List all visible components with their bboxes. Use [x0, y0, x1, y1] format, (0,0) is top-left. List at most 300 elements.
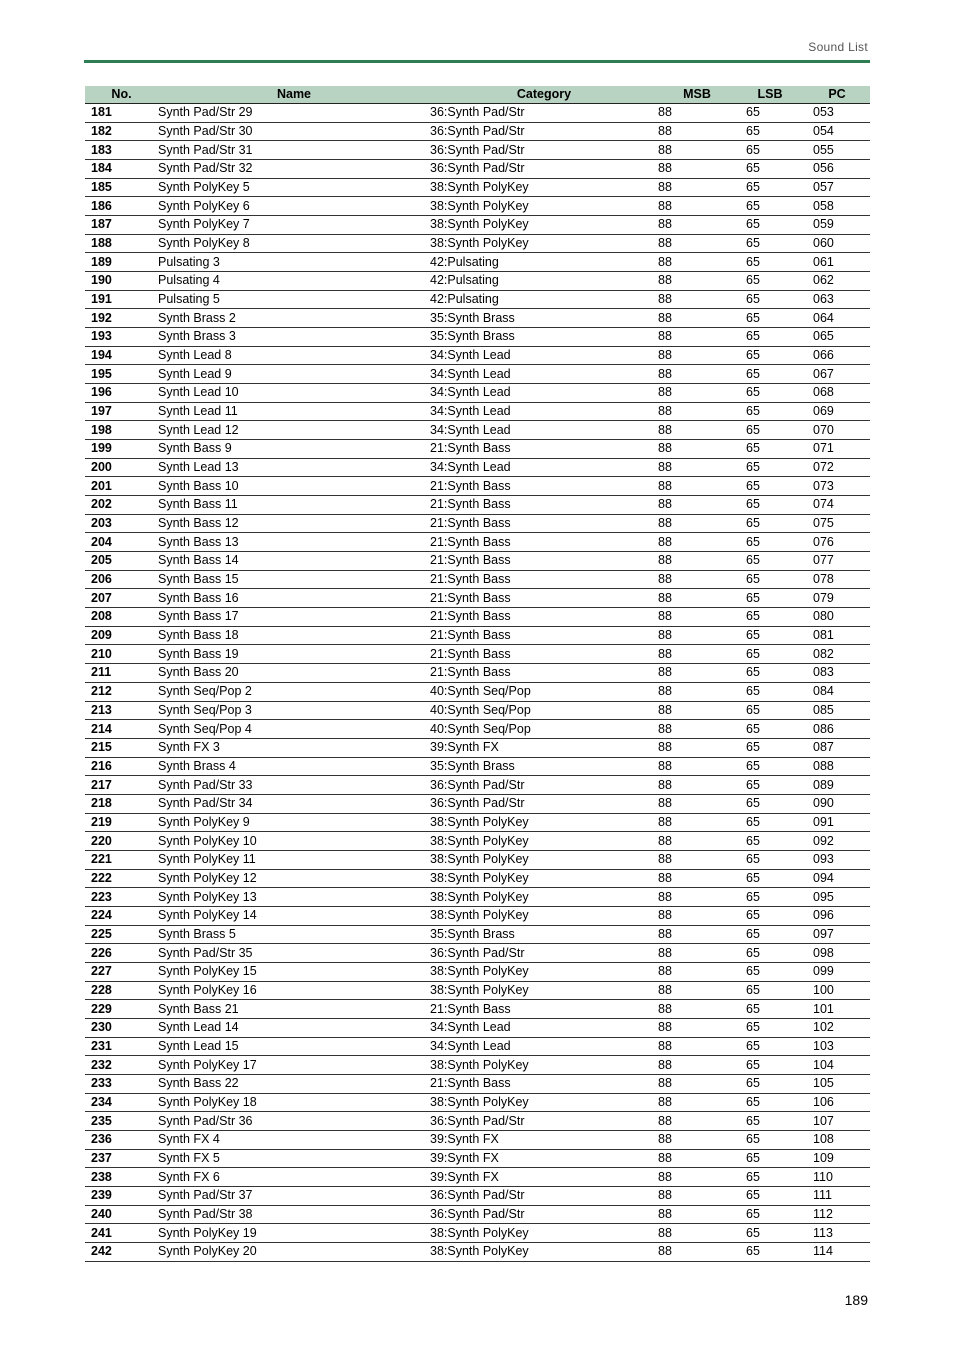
section-title: Sound List	[808, 40, 868, 54]
cell-category: 38:Synth PolyKey	[430, 1093, 658, 1112]
cell-msb: 88	[658, 141, 736, 160]
cell-name: Synth Brass 3	[158, 328, 430, 347]
cell-pc: 072	[804, 458, 870, 477]
cell-lsb: 65	[736, 645, 804, 664]
cell-name: Synth PolyKey 12	[158, 869, 430, 888]
cell-msb: 88	[658, 906, 736, 925]
cell-category: 21:Synth Bass	[430, 570, 658, 589]
cell-msb: 88	[658, 458, 736, 477]
cell-pc: 071	[804, 440, 870, 459]
cell-lsb: 65	[736, 757, 804, 776]
cell-category: 39:Synth FX	[430, 1149, 658, 1168]
cell-lsb: 65	[736, 1130, 804, 1149]
table-row	[85, 290, 870, 309]
cell-lsb: 65	[736, 365, 804, 384]
cell-msb: 88	[658, 197, 736, 216]
cell-msb: 88	[658, 1205, 736, 1224]
cell-lsb: 65	[736, 178, 804, 197]
cell-no: 186	[85, 197, 158, 216]
table-row	[85, 1168, 870, 1187]
cell-pc: 097	[804, 925, 870, 944]
cell-name: Synth Lead 14	[158, 1018, 430, 1037]
table-row	[85, 1056, 870, 1075]
cell-category: 35:Synth Brass	[430, 757, 658, 776]
table-row	[85, 496, 870, 515]
cell-lsb: 65	[736, 402, 804, 421]
cell-name: Synth Pad/Str 38	[158, 1205, 430, 1224]
cell-pc: 063	[804, 290, 870, 309]
cell-category: 38:Synth PolyKey	[430, 981, 658, 1000]
cell-no: 215	[85, 738, 158, 757]
cell-pc: 074	[804, 496, 870, 515]
cell-category: 21:Synth Bass	[430, 1074, 658, 1093]
cell-no: 208	[85, 608, 158, 627]
cell-category: 38:Synth PolyKey	[430, 813, 658, 832]
cell-name: Pulsating 5	[158, 290, 430, 309]
cell-msb: 88	[658, 346, 736, 365]
cell-no: 223	[85, 888, 158, 907]
table-row	[85, 1037, 870, 1056]
cell-name: Synth Pad/Str 32	[158, 160, 430, 179]
table-row	[85, 1018, 870, 1037]
cell-msb: 88	[658, 832, 736, 851]
cell-lsb: 65	[736, 328, 804, 347]
cell-lsb: 65	[736, 1037, 804, 1056]
table-row	[85, 869, 870, 888]
cell-category: 38:Synth PolyKey	[430, 850, 658, 869]
cell-lsb: 65	[736, 1000, 804, 1019]
cell-pc: 101	[804, 1000, 870, 1019]
cell-category: 34:Synth Lead	[430, 402, 658, 421]
cell-name: Synth Bass 12	[158, 514, 430, 533]
cell-msb: 88	[658, 160, 736, 179]
cell-category: 39:Synth FX	[430, 1168, 658, 1187]
cell-lsb: 65	[736, 477, 804, 496]
cell-name: Synth Pad/Str 34	[158, 794, 430, 813]
cell-category: 35:Synth Brass	[430, 925, 658, 944]
cell-no: 216	[85, 757, 158, 776]
cell-category: 34:Synth Lead	[430, 458, 658, 477]
cell-category: 34:Synth Lead	[430, 421, 658, 440]
cell-name: Synth Pad/Str 35	[158, 944, 430, 963]
cell-msb: 88	[658, 626, 736, 645]
cell-msb: 88	[658, 869, 736, 888]
cell-category: 35:Synth Brass	[430, 309, 658, 328]
cell-lsb: 65	[736, 1168, 804, 1187]
cell-lsb: 65	[736, 346, 804, 365]
cell-no: 206	[85, 570, 158, 589]
table-row	[85, 720, 870, 739]
cell-no: 212	[85, 682, 158, 701]
cell-lsb: 65	[736, 570, 804, 589]
cell-lsb: 65	[736, 850, 804, 869]
cell-category: 36:Synth Pad/Str	[430, 1186, 658, 1205]
cell-no: 236	[85, 1130, 158, 1149]
column-header-msb: MSB	[658, 86, 736, 104]
cell-msb: 88	[658, 104, 736, 123]
cell-no: 188	[85, 234, 158, 253]
table-row	[85, 832, 870, 851]
cell-msb: 88	[658, 234, 736, 253]
cell-pc: 113	[804, 1224, 870, 1243]
cell-name: Synth FX 5	[158, 1149, 430, 1168]
cell-category: 36:Synth Pad/Str	[430, 104, 658, 123]
cell-lsb: 65	[736, 608, 804, 627]
table-row	[85, 477, 870, 496]
column-header-category: Category	[430, 86, 658, 104]
cell-msb: 88	[658, 178, 736, 197]
cell-name: Synth Seq/Pop 3	[158, 701, 430, 720]
column-header-pc: PC	[804, 86, 870, 104]
cell-pc: 111	[804, 1186, 870, 1205]
cell-lsb: 65	[736, 1149, 804, 1168]
cell-lsb: 65	[736, 234, 804, 253]
table-row	[85, 981, 870, 1000]
cell-no: 240	[85, 1205, 158, 1224]
cell-category: 38:Synth PolyKey	[430, 888, 658, 907]
table-row	[85, 813, 870, 832]
cell-no: 189	[85, 253, 158, 272]
table-row	[85, 440, 870, 459]
cell-msb: 88	[658, 1224, 736, 1243]
cell-lsb: 65	[736, 664, 804, 683]
table-row	[85, 701, 870, 720]
cell-msb: 88	[658, 122, 736, 141]
cell-name: Synth PolyKey 7	[158, 216, 430, 235]
cell-pc: 092	[804, 832, 870, 851]
cell-category: 34:Synth Lead	[430, 384, 658, 403]
cell-pc: 056	[804, 160, 870, 179]
cell-pc: 099	[804, 962, 870, 981]
cell-no: 182	[85, 122, 158, 141]
cell-category: 39:Synth FX	[430, 1130, 658, 1149]
cell-lsb: 65	[736, 701, 804, 720]
cell-pc: 060	[804, 234, 870, 253]
cell-msb: 88	[658, 850, 736, 869]
table-row	[85, 272, 870, 291]
cell-lsb: 65	[736, 925, 804, 944]
cell-lsb: 65	[736, 1205, 804, 1224]
cell-lsb: 65	[736, 421, 804, 440]
cell-pc: 085	[804, 701, 870, 720]
cell-category: 21:Synth Bass	[430, 589, 658, 608]
table-row	[85, 570, 870, 589]
table-row	[85, 160, 870, 179]
cell-lsb: 65	[736, 888, 804, 907]
table-row	[85, 458, 870, 477]
cell-no: 233	[85, 1074, 158, 1093]
cell-no: 242	[85, 1242, 158, 1261]
cell-msb: 88	[658, 272, 736, 291]
cell-category: 36:Synth Pad/Str	[430, 794, 658, 813]
cell-msb: 88	[658, 216, 736, 235]
cell-msb: 88	[658, 925, 736, 944]
cell-no: 205	[85, 552, 158, 571]
cell-no: 207	[85, 589, 158, 608]
table-body	[85, 104, 870, 1262]
cell-msb: 88	[658, 421, 736, 440]
cell-pc: 081	[804, 626, 870, 645]
cell-name: Synth PolyKey 17	[158, 1056, 430, 1075]
cell-no: 226	[85, 944, 158, 963]
table-row	[85, 141, 870, 160]
cell-no: 227	[85, 962, 158, 981]
cell-category: 21:Synth Bass	[430, 645, 658, 664]
table-row	[85, 906, 870, 925]
cell-name: Synth PolyKey 18	[158, 1093, 430, 1112]
cell-category: 38:Synth PolyKey	[430, 1056, 658, 1075]
cell-pc: 084	[804, 682, 870, 701]
cell-msb: 88	[658, 253, 736, 272]
cell-name: Synth Bass 19	[158, 645, 430, 664]
table-row	[85, 1000, 870, 1019]
cell-no: 196	[85, 384, 158, 403]
page-number: 189	[844, 1292, 868, 1308]
cell-lsb: 65	[736, 1112, 804, 1131]
cell-msb: 88	[658, 981, 736, 1000]
cell-msb: 88	[658, 402, 736, 421]
cell-name: Synth Bass 22	[158, 1074, 430, 1093]
cell-name: Synth PolyKey 19	[158, 1224, 430, 1243]
cell-category: 38:Synth PolyKey	[430, 832, 658, 851]
cell-name: Synth Bass 18	[158, 626, 430, 645]
table-row	[85, 384, 870, 403]
cell-msb: 88	[658, 757, 736, 776]
cell-pc: 109	[804, 1149, 870, 1168]
cell-pc: 076	[804, 533, 870, 552]
cell-msb: 88	[658, 1093, 736, 1112]
cell-category: 38:Synth PolyKey	[430, 1224, 658, 1243]
cell-name: Synth PolyKey 10	[158, 832, 430, 851]
cell-no: 230	[85, 1018, 158, 1037]
cell-no: 209	[85, 626, 158, 645]
cell-no: 191	[85, 290, 158, 309]
table-row	[85, 776, 870, 795]
table-row	[85, 1205, 870, 1224]
table-row	[85, 1074, 870, 1093]
cell-category: 36:Synth Pad/Str	[430, 1112, 658, 1131]
cell-category: 21:Synth Bass	[430, 514, 658, 533]
cell-category: 42:Pulsating	[430, 253, 658, 272]
cell-name: Synth Seq/Pop 2	[158, 682, 430, 701]
cell-no: 238	[85, 1168, 158, 1187]
table-row	[85, 626, 870, 645]
cell-lsb: 65	[736, 1224, 804, 1243]
cell-lsb: 65	[736, 589, 804, 608]
cell-lsb: 65	[736, 290, 804, 309]
cell-lsb: 65	[736, 552, 804, 571]
cell-pc: 078	[804, 570, 870, 589]
cell-pc: 075	[804, 514, 870, 533]
cell-name: Synth Bass 11	[158, 496, 430, 515]
cell-name: Synth Bass 14	[158, 552, 430, 571]
cell-no: 210	[85, 645, 158, 664]
cell-category: 21:Synth Bass	[430, 533, 658, 552]
table-row	[85, 402, 870, 421]
cell-no: 217	[85, 776, 158, 795]
cell-name: Synth Bass 16	[158, 589, 430, 608]
cell-name: Synth Bass 20	[158, 664, 430, 683]
cell-msb: 88	[658, 1242, 736, 1261]
table-row	[85, 925, 870, 944]
table-row	[85, 1224, 870, 1243]
cell-msb: 88	[658, 1037, 736, 1056]
cell-name: Synth Bass 15	[158, 570, 430, 589]
cell-no: 228	[85, 981, 158, 1000]
cell-pc: 095	[804, 888, 870, 907]
cell-msb: 88	[658, 701, 736, 720]
cell-no: 194	[85, 346, 158, 365]
cell-msb: 88	[658, 608, 736, 627]
cell-pc: 094	[804, 869, 870, 888]
cell-lsb: 65	[736, 906, 804, 925]
cell-pc: 070	[804, 421, 870, 440]
cell-pc: 114	[804, 1242, 870, 1261]
cell-pc: 108	[804, 1130, 870, 1149]
cell-msb: 88	[658, 496, 736, 515]
cell-lsb: 65	[736, 440, 804, 459]
cell-category: 38:Synth PolyKey	[430, 197, 658, 216]
cell-msb: 88	[658, 664, 736, 683]
cell-name: Synth Bass 17	[158, 608, 430, 627]
cell-msb: 88	[658, 645, 736, 664]
cell-lsb: 65	[736, 1242, 804, 1261]
cell-name: Synth FX 3	[158, 738, 430, 757]
table-row	[85, 514, 870, 533]
cell-no: 184	[85, 160, 158, 179]
cell-pc: 080	[804, 608, 870, 627]
cell-msb: 88	[658, 477, 736, 496]
table-row	[85, 1112, 870, 1131]
cell-pc: 058	[804, 197, 870, 216]
cell-lsb: 65	[736, 776, 804, 795]
cell-lsb: 65	[736, 832, 804, 851]
cell-msb: 88	[658, 1018, 736, 1037]
cell-category: 34:Synth Lead	[430, 365, 658, 384]
cell-lsb: 65	[736, 160, 804, 179]
cell-no: 214	[85, 720, 158, 739]
cell-msb: 88	[658, 309, 736, 328]
cell-name: Synth Lead 13	[158, 458, 430, 477]
cell-pc: 090	[804, 794, 870, 813]
cell-name: Synth Seq/Pop 4	[158, 720, 430, 739]
cell-category: 21:Synth Bass	[430, 626, 658, 645]
cell-category: 39:Synth FX	[430, 738, 658, 757]
cell-msb: 88	[658, 1074, 736, 1093]
cell-msb: 88	[658, 328, 736, 347]
table-row	[85, 197, 870, 216]
cell-msb: 88	[658, 794, 736, 813]
cell-name: Synth Pad/Str 30	[158, 122, 430, 141]
cell-category: 21:Synth Bass	[430, 1000, 658, 1019]
cell-name: Synth FX 6	[158, 1168, 430, 1187]
cell-lsb: 65	[736, 272, 804, 291]
cell-lsb: 65	[736, 720, 804, 739]
cell-lsb: 65	[736, 1056, 804, 1075]
cell-pc: 087	[804, 738, 870, 757]
cell-name: Synth PolyKey 16	[158, 981, 430, 1000]
cell-pc: 089	[804, 776, 870, 795]
cell-lsb: 65	[736, 1074, 804, 1093]
cell-pc: 110	[804, 1168, 870, 1187]
cell-name: Synth PolyKey 5	[158, 178, 430, 197]
cell-pc: 067	[804, 365, 870, 384]
cell-lsb: 65	[736, 514, 804, 533]
cell-no: 235	[85, 1112, 158, 1131]
cell-name: Synth Bass 13	[158, 533, 430, 552]
cell-no: 181	[85, 104, 158, 123]
cell-no: 202	[85, 496, 158, 515]
cell-name: Synth PolyKey 8	[158, 234, 430, 253]
cell-pc: 061	[804, 253, 870, 272]
cell-msb: 88	[658, 570, 736, 589]
cell-pc: 096	[804, 906, 870, 925]
cell-name: Pulsating 4	[158, 272, 430, 291]
cell-msb: 88	[658, 552, 736, 571]
table-row	[85, 794, 870, 813]
table-row	[85, 552, 870, 571]
table-row	[85, 216, 870, 235]
cell-no: 229	[85, 1000, 158, 1019]
column-header-lsb: LSB	[736, 86, 804, 104]
cell-category: 42:Pulsating	[430, 272, 658, 291]
cell-pc: 091	[804, 813, 870, 832]
cell-no: 232	[85, 1056, 158, 1075]
cell-lsb: 65	[736, 122, 804, 141]
cell-no: 224	[85, 906, 158, 925]
cell-category: 21:Synth Bass	[430, 664, 658, 683]
cell-pc: 107	[804, 1112, 870, 1131]
cell-msb: 88	[658, 365, 736, 384]
cell-no: 221	[85, 850, 158, 869]
cell-category: 21:Synth Bass	[430, 552, 658, 571]
cell-category: 21:Synth Bass	[430, 440, 658, 459]
cell-no: 219	[85, 813, 158, 832]
cell-no: 187	[85, 216, 158, 235]
cell-no: 234	[85, 1093, 158, 1112]
cell-lsb: 65	[736, 384, 804, 403]
cell-pc: 098	[804, 944, 870, 963]
column-header-no: No.	[85, 86, 158, 104]
cell-no: 195	[85, 365, 158, 384]
cell-lsb: 65	[736, 1186, 804, 1205]
table-row	[85, 682, 870, 701]
cell-msb: 88	[658, 888, 736, 907]
cell-pc: 057	[804, 178, 870, 197]
cell-name: Synth Lead 10	[158, 384, 430, 403]
cell-name: Synth Bass 21	[158, 1000, 430, 1019]
cell-name: Synth Lead 15	[158, 1037, 430, 1056]
cell-pc: 103	[804, 1037, 870, 1056]
cell-no: 225	[85, 925, 158, 944]
cell-category: 40:Synth Seq/Pop	[430, 682, 658, 701]
cell-category: 38:Synth PolyKey	[430, 869, 658, 888]
cell-category: 38:Synth PolyKey	[430, 962, 658, 981]
cell-lsb: 65	[736, 458, 804, 477]
cell-msb: 88	[658, 533, 736, 552]
cell-category: 34:Synth Lead	[430, 346, 658, 365]
cell-category: 21:Synth Bass	[430, 496, 658, 515]
table-row	[85, 122, 870, 141]
cell-lsb: 65	[736, 309, 804, 328]
cell-pc: 088	[804, 757, 870, 776]
cell-pc: 093	[804, 850, 870, 869]
cell-name: Synth Brass 5	[158, 925, 430, 944]
cell-category: 40:Synth Seq/Pop	[430, 701, 658, 720]
cell-pc: 064	[804, 309, 870, 328]
cell-category: 38:Synth PolyKey	[430, 906, 658, 925]
cell-category: 38:Synth PolyKey	[430, 178, 658, 197]
